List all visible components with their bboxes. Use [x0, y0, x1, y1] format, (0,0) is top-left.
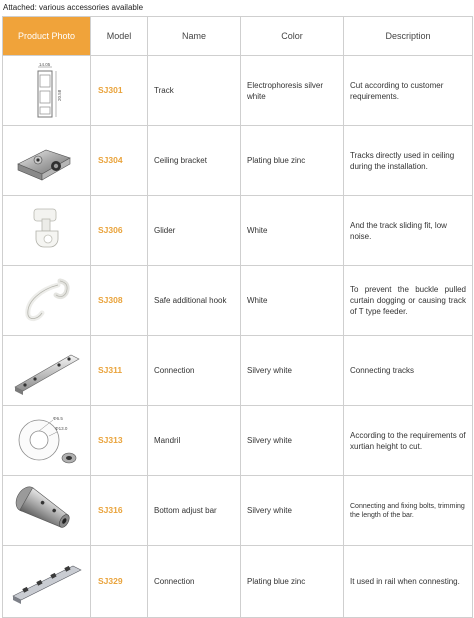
safe-hook-image — [12, 273, 82, 329]
table-row — [3, 196, 473, 266]
ceiling-bracket-image — [12, 136, 82, 186]
table-row — [3, 336, 473, 406]
track-profile-drawing — [27, 61, 67, 121]
header-name: Name — [148, 17, 241, 56]
name-cell: Bottom adjust bar — [148, 476, 241, 546]
model-cell: SJ308 — [91, 266, 148, 336]
model-cell: SJ313 — [91, 406, 148, 476]
description-cell: Connecting tracks — [344, 336, 473, 406]
header-color: Color — [241, 17, 344, 56]
table-row — [3, 476, 473, 546]
color-cell: Silvery white — [241, 406, 344, 476]
description-cell: According to the requirements of xurtian height to cut. — [344, 406, 473, 476]
track-width-label: 14.05 — [38, 61, 50, 67]
header-product-photo: Product Photo — [3, 17, 91, 56]
description-cell: And the track sliding fit, low noise. — [344, 196, 473, 266]
mandril-outer-diameter-label: Φ13.0 — [54, 425, 67, 431]
color-cell: Plating blue zinc — [241, 126, 344, 196]
mandril-inner-diameter-label: Φ6.5 — [52, 415, 63, 421]
color-cell: White — [241, 266, 344, 336]
table-row — [3, 406, 473, 476]
bottom-adjust-bar-image — [7, 481, 87, 541]
model-cell: SJ311 — [91, 336, 148, 406]
product-photo-sj304 — [3, 126, 91, 196]
mandril-image — [9, 410, 85, 472]
name-cell: Ceiling bracket — [148, 126, 241, 196]
model-cell: SJ316 — [91, 476, 148, 546]
table-row — [3, 126, 473, 196]
table-row — [3, 266, 473, 336]
product-photo-sj316 — [3, 476, 91, 546]
name-cell: Safe additional hook — [148, 266, 241, 336]
product-photo-sj313 — [3, 406, 91, 476]
name-cell: Track — [148, 56, 241, 126]
glider-image — [22, 203, 72, 259]
name-cell: Connection — [148, 336, 241, 406]
accessories-table — [2, 16, 473, 618]
product-photo-sj301 — [3, 56, 91, 126]
name-cell: Glider — [148, 196, 241, 266]
model-cell: SJ306 — [91, 196, 148, 266]
table-row — [3, 56, 473, 126]
color-cell: White — [241, 196, 344, 266]
color-cell: Electrophoresis silver white — [241, 56, 344, 126]
color-cell: Silvery white — [241, 476, 344, 546]
description-cell: Cut according to customer requirements. — [344, 56, 473, 126]
model-cell: SJ301 — [91, 56, 148, 126]
model-cell: SJ329 — [91, 546, 148, 618]
color-cell: Silvery white — [241, 336, 344, 406]
model-cell: SJ304 — [91, 126, 148, 196]
description-cell: Tracks directly used in ceiling during the installation. — [344, 126, 473, 196]
product-photo-sj329 — [3, 546, 91, 618]
connection-bar-image — [9, 343, 85, 399]
description-cell: It used in rail when connesting. — [344, 546, 473, 618]
product-photo-sj311 — [3, 336, 91, 406]
description-cell: Connecting and fixing bolts, trimming the length of the bar. — [344, 476, 473, 546]
track-height-label: 20.58 — [56, 89, 62, 101]
table-header-row — [3, 17, 473, 56]
header-model: Model — [91, 17, 148, 56]
page-caption: Attached: various accessories available — [3, 3, 144, 12]
color-cell: Plating blue zinc — [241, 546, 344, 618]
table-row — [3, 546, 473, 618]
name-cell: Connection — [148, 546, 241, 618]
connection-plate-image — [7, 554, 87, 610]
description-cell: To prevent the buckle pulled curtain dogging or causing track of T type feeder. — [344, 266, 473, 336]
product-photo-sj308 — [3, 266, 91, 336]
product-photo-sj306 — [3, 196, 91, 266]
name-cell: Mandril — [148, 406, 241, 476]
header-description: Description — [344, 17, 473, 56]
